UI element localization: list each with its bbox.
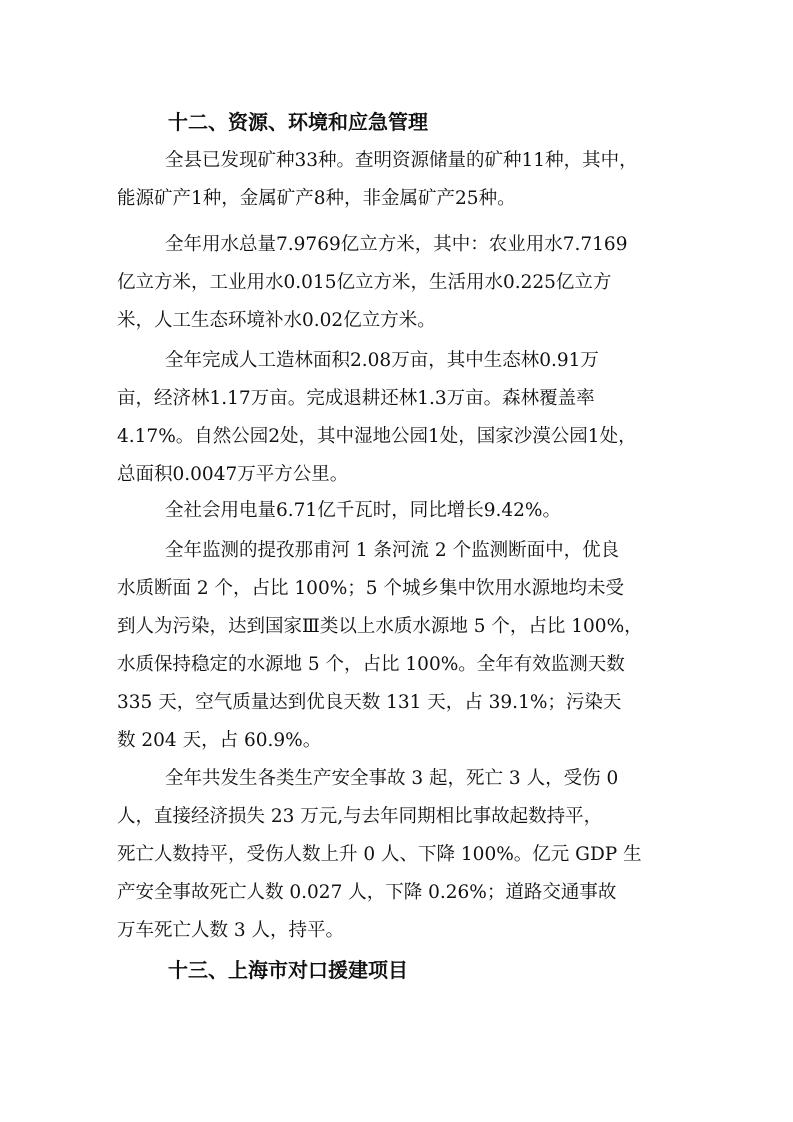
paragraph-line: 人，直接经济损失 23 万元,与去年同期相比事故起数持平， <box>117 806 603 827</box>
paragraph <box>117 142 679 218</box>
paragraph <box>117 492 679 530</box>
paragraph-line: 全年完成人工造林面积2.08万亩，其中生态林0.91万 <box>165 350 599 371</box>
paragraph-line: 数 204 天，占 60.9%。 <box>117 730 322 751</box>
section-heading: 十三、上海市对口援建项目 <box>168 958 408 982</box>
paragraph-line: 亿立方米，工业用水0.015亿立方米，生活用水0.225亿立方 <box>117 272 612 293</box>
paragraph-line: 全年共发生各类生产安全事故 3 起，死亡 3 人，受伤 0 <box>165 768 619 789</box>
paragraph <box>117 226 679 340</box>
paragraph-line: 全年监测的提孜那甫河 1 条河流 2 个监测断面中，优良 <box>165 540 620 561</box>
paragraph-line: 死亡人数持平，受伤人数上升 0 人、下降 100%。亿元 GDP 生 <box>117 844 642 865</box>
paragraph-line: 能源矿产1种，金属矿产8种，非金属矿产25种。 <box>117 188 516 209</box>
paragraph-line: 水质断面 2 个，占比 100%；5 个城乡集中饮用水源地均未受 <box>117 578 624 599</box>
paragraph-line: 万车死亡人数 3 人，持平。 <box>117 920 345 941</box>
paragraph-line: 全社会用电量6.71亿千瓦时，同比增长9.42%。 <box>165 500 561 521</box>
paragraph-line: 全年用水总量7.9769亿立方米，其中：农业用水7.7169 <box>165 234 628 255</box>
paragraph-line: 到人为污染，达到国家Ⅲ类以上水质水源地 5 个，占比 100%， <box>117 616 643 637</box>
paragraph <box>117 760 679 950</box>
paragraph-line: 米，人工生态环境补水0.02亿立方米。 <box>117 310 436 331</box>
paragraph-line: 产安全事故死亡人数 0.027 人，下降 0.26%；道路交通事故 <box>117 882 617 903</box>
paragraph-line: 335 天，空气质量达到优良天数 131 天，占 39.1%；污染天 <box>117 692 622 713</box>
section-heading: 十二、资源、环境和应急管理 <box>168 110 428 134</box>
paragraph <box>117 342 679 494</box>
paragraph-line: 全县已发现矿种33种。查明资源储量的矿种11种，其中， <box>165 150 638 171</box>
paragraph-line: 亩，经济林1.17万亩。完成退耕还林1.3万亩。森林覆盖率 <box>117 388 595 409</box>
paragraph-line: 4.17%。自然公园2处，其中湿地公园1处，国家沙漠公园1处， <box>117 426 637 447</box>
paragraph <box>117 532 679 760</box>
paragraph-line: 水质保持稳定的水源地 5 个，占比 100%。全年有效监测天数 <box>117 654 625 675</box>
paragraph-line: 总面积0.0047万平方公里。 <box>117 464 349 485</box>
